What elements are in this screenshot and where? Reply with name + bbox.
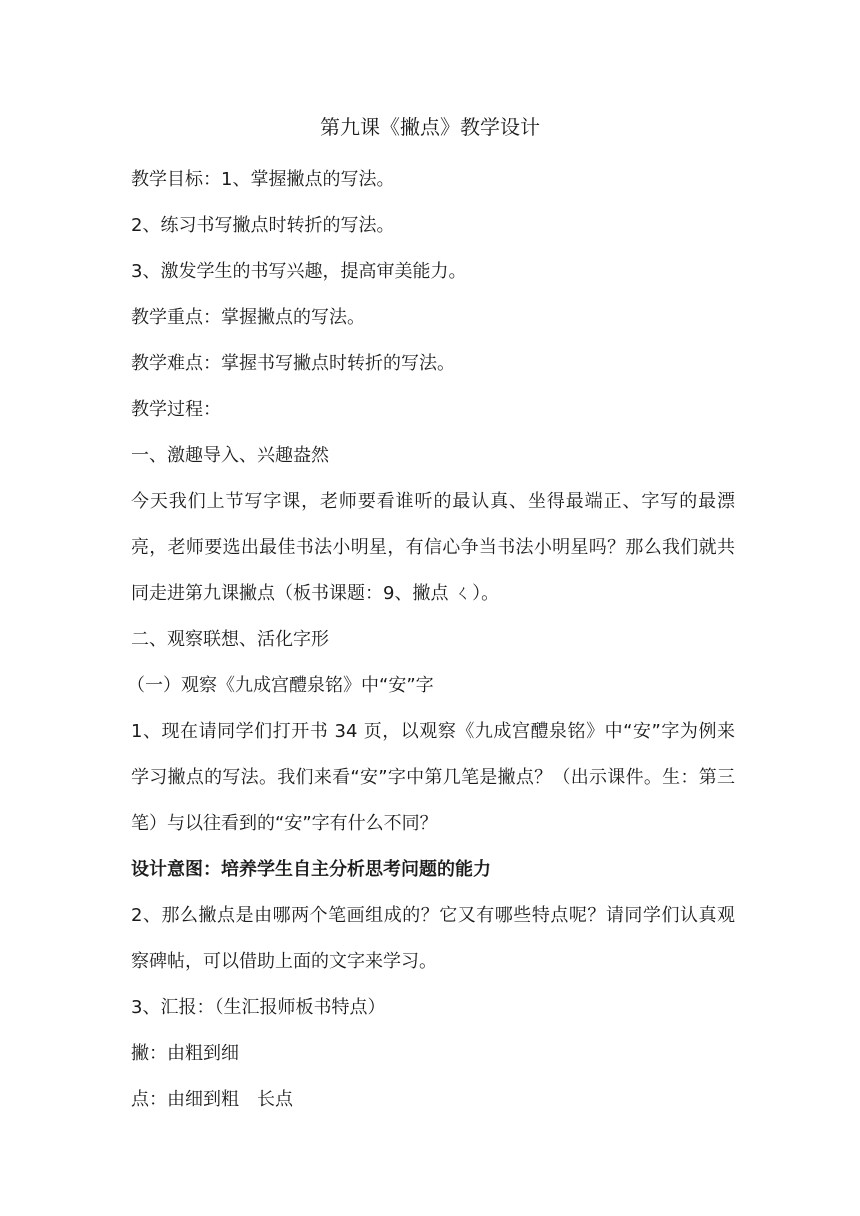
objective-3: 3、激发学生的书写兴趣，提高审美能力。	[131, 261, 467, 282]
intro-paragraph: 今天我们上节写字课，老师要看谁听的最认真、坐得最端正、字写的最漂亮，老师要选出最佳书法小明星，有信心争当书法小明星吗？那么我们就共同走进第九课撇点（板书课题：9、撇点 ㄑ）。	[131, 491, 735, 604]
key-point: 教学重点：掌握撇点的写法。	[131, 307, 365, 328]
subsection-1-heading: （一）观察《九成宫醴泉铭》中“安”字	[127, 675, 434, 696]
difficult-point: 教学难点：掌握书写撇点时转折的写法。	[131, 353, 455, 374]
document-body	[127, 157, 735, 1123]
pie-feature: 撇：由粗到细	[131, 1043, 239, 1064]
document-title: 第九课《撇点》教学设计	[320, 115, 540, 139]
objective-1: 教学目标：1、掌握撇点的写法。	[131, 169, 395, 190]
step-3-paragraph: 3、汇报：（生汇报师板书特点）	[131, 997, 386, 1018]
design-intent: 设计意图：培养学生自主分析思考问题的能力	[131, 859, 491, 880]
objective-2: 2、练习书写撇点时转折的写法。	[131, 215, 395, 236]
section-2-heading: 二、观察联想、活化字形	[131, 629, 329, 650]
step-2-paragraph: 2、那么撇点是由哪两个笔画组成的？它又有哪些特点呢？请同学们认真观察碑帖，可以借助上面的文字来学习。	[131, 905, 735, 972]
step-1-paragraph: 1、现在请同学们打开书 34 页，以观察《九成宫醴泉铭》中“安”字为例来学习撇点的写法。我们来看“安”字中第几笔是撇点？（出示课件。生：第三笔）与以往看到的“安”字有什么不同？	[131, 721, 735, 834]
process-heading: 教学过程：	[131, 399, 221, 420]
dian-feature: 点：由细到粗 长点	[131, 1089, 293, 1110]
section-1-heading: 一、激趣导入、兴趣盎然	[131, 445, 329, 466]
